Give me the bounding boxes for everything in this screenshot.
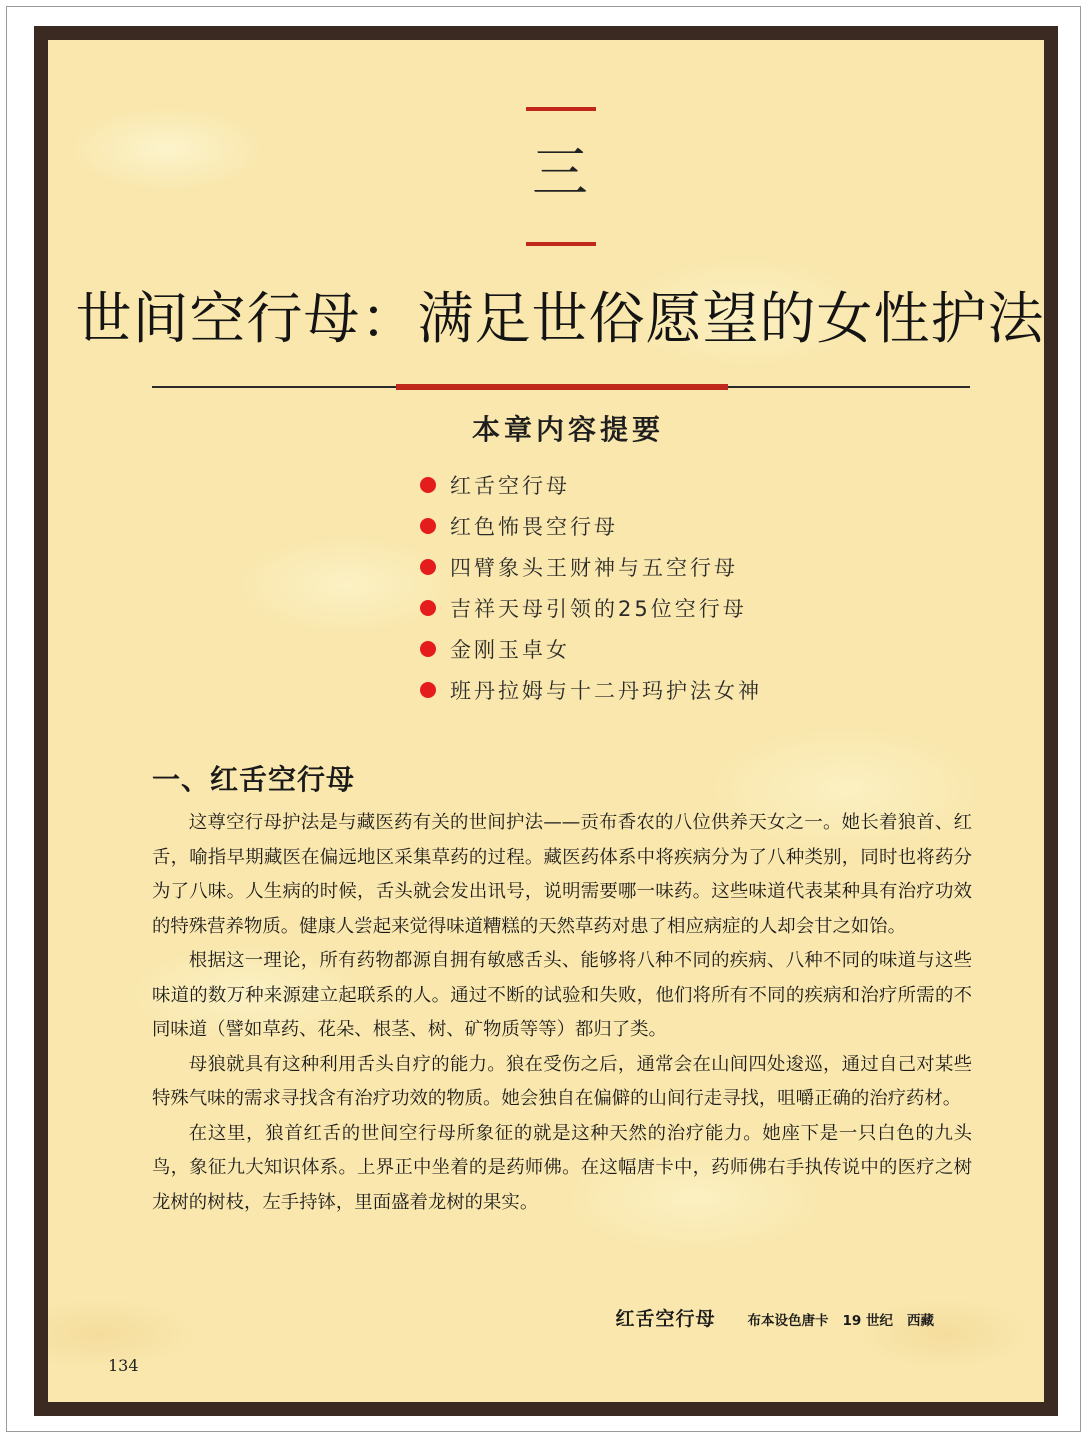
book-page <box>48 40 1044 1402</box>
summary-item <box>420 628 762 669</box>
caption-title: 红舌空行母 <box>615 1308 716 1330</box>
bullet-icon <box>420 600 436 616</box>
bullet-icon <box>420 682 436 698</box>
chapter-top-rule <box>526 107 596 111</box>
summary-item-label: 金刚玉卓女 <box>450 637 570 662</box>
page-title: 世间空行母：满足世俗愿望的女性护法 <box>75 287 1045 352</box>
paragraph: 在这里，狼首红舌的世间空行母所象征的就是这种天然的治疗能力。她座下是一只白色的九头鸟，象征九大知识体系。上界正中坐着的是药师佛。在这幅唐卡中，药师佛右手执传说中的医疗之树龙树的树枝，左手持钵，里面盛着龙树的果实。 <box>152 1122 972 1213</box>
image-caption <box>615 1304 934 1331</box>
summary-list <box>420 464 762 710</box>
caption-period: 19 世纪 <box>842 1313 893 1329</box>
summary-heading: 本章内容提要 <box>471 413 664 446</box>
summary-item-label: 红舌空行母 <box>450 473 570 498</box>
summary-item-label: 红色怖畏空行母 <box>450 514 618 539</box>
chapter-number: 三 <box>532 141 590 206</box>
bullet-icon <box>420 518 436 534</box>
bullet-icon <box>420 559 436 575</box>
title-underline-accent <box>396 384 728 390</box>
paragraph: 这尊空行母护法是与藏医药有关的世间护法——贡布香农的八位供养天女之一。她长着狼首、红舌，喻指早期藏医在偏远地区采集草药的过程。藏医药体系中将疾病分为了八种类别，同时也将药分为了八味。人生病的时候，舌头就会发出讯号，说明需要哪一味药。这些味道代表某种具有治疗功效的特殊营养物质。健康人尝起来觉得味道糟糕的天然草药对患了相应病症的人却会甘之如饴。 <box>152 812 972 937</box>
summary-item-label: 吉祥天母引领的25位空行母 <box>450 596 747 621</box>
bullet-icon <box>420 641 436 657</box>
caption-medium: 布本设色唐卡 <box>747 1313 829 1329</box>
paragraph: 母狼就具有这种利用舌头自疗的能力。狼在受伤之后，通常会在山间四处逡巡，通过自己对某些特殊气味的需求寻找含有治疗功效的物质。她会独自在偏僻的山间行走寻找，咀嚼正确的治疗药材。 <box>152 1053 972 1109</box>
summary-item <box>420 546 762 587</box>
paragraph: 根据这一理论，所有药物都源自拥有敏感舌头、能够将八种不同的疾病、八种不同的味道与这些味道的数万种来源建立起联系的人。通过不断的试验和失败，他们将所有不同的疾病和治疗所需的不同味道（譬如草药、花朵、根茎、树、矿物质等等）都归了类。 <box>152 950 972 1040</box>
summary-item <box>420 505 762 546</box>
section-heading: 一、红舌空行母 <box>152 763 356 796</box>
summary-item <box>420 464 762 505</box>
body-text <box>152 806 972 1220</box>
chapter-bottom-rule <box>526 242 596 246</box>
bullet-icon <box>420 477 436 493</box>
summary-item-label: 班丹拉姆与十二丹玛护法女神 <box>450 678 762 703</box>
caption-region: 西藏 <box>907 1313 934 1329</box>
summary-item <box>420 587 762 628</box>
summary-item-label: 四臂象头王财神与五空行母 <box>450 555 738 580</box>
summary-item <box>420 669 762 710</box>
page-frame <box>34 26 1058 1416</box>
page-number: 134 <box>108 1356 139 1375</box>
